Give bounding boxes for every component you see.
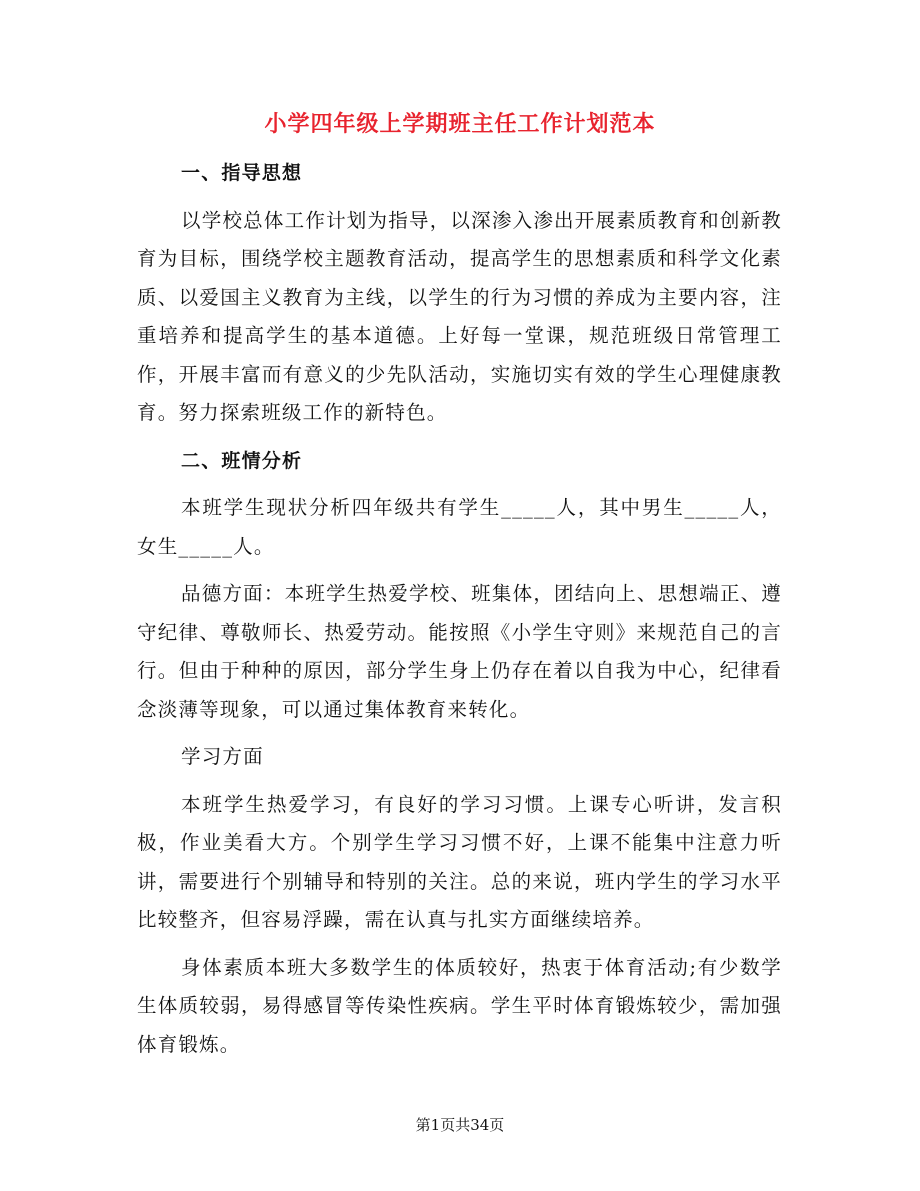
paragraph-guiding-thought: 以学校总体工作计划为指导，以深渗入渗出开展素质教育和创新教育为目标，围绕学校主题教育活动，提高学生的思想素质和科学文化素质、以爱国主义教育为主线，以学生的行为习惯的养成为主要内容，注重培养和提高学生的基本道德。上好每一堂课，规范班级日常管理工作，开展丰富而有意义的少先队活动，实施切实有效的学生心理健康教育。努力探索班级工作的新特色。	[137, 208, 782, 424]
section-heading-class-analysis: 二、班情分析	[181, 449, 303, 472]
document-title: 小学四年级上学期班主任工作计划范本	[264, 111, 656, 137]
section-heading-guiding-thought: 一、指导思想	[181, 162, 303, 184]
paragraph-health: 身体素质本班大多数学生的体质较好，热衷于体育活动;有少数学生体质较弱，易得感冒等传染性疾病。学生平时体育锻炼较少，需加强体育锻炼。	[137, 955, 782, 1056]
paragraph-student-count: 本班学生现状分析四年级共有学生_____人，其中男生_____人，女生_____人。	[137, 496, 782, 558]
paragraph-study: 本班学生热爱学习，有良好的学习习惯。上课专心听讲，发言积极，作业美看大方。个别学生学习习惯不好，上课不能集中注意力听讲，需要进行个别辅导和特别的关注。总的来说，班内学生的学习水平比较整齐，但容易浮躁，需在认真与扎实方面继续培养。	[137, 792, 782, 931]
paragraph-study-label: 学习方面	[181, 745, 264, 768]
page-number-footer: 第1页共34页	[415, 1116, 505, 1134]
paragraph-moral: 品德方面：本班学生热爱学校、班集体，团结向上、思想端正、遵守纪律、尊敬师长、热爱劳动。能按照《小学生守则》来规范自己的言行。但由于种种的原因，部分学生身上仍存在着以自我为中心，纪律看念淡薄等现象，可以通过集体教育来转化。	[137, 582, 782, 721]
document-body	[137, 154, 782, 1073]
